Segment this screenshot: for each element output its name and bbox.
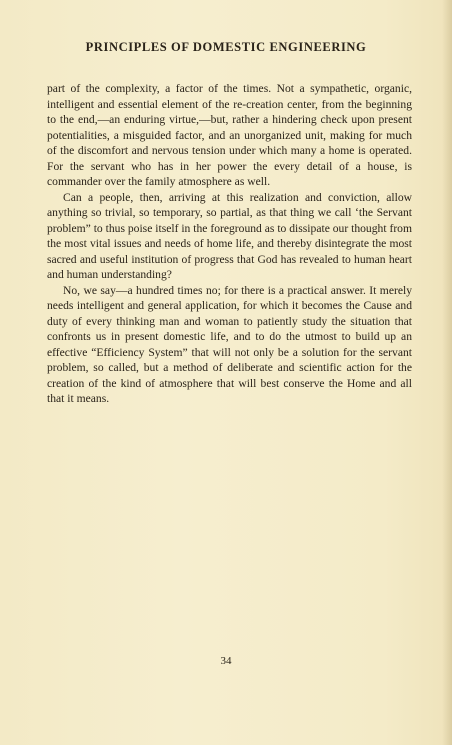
page-edge-shadow [442,0,452,745]
paragraph-3: No, we say—a hundred times no; for there is a practical answer. It merely needs intelligent and general application, for which it becomes the Cause and duty of every thinking man and woman to patiently study the situation that confronts us in present domestic life, and to do the utmost to build up an effective “Efficiency System” that will not only be a solution for the servant problem, so called, but a method of deliberate and scientific action for the creation of the kind of atmosphere that will best conserve the Home and all that it means. [47,283,412,405]
body-text [47,81,412,407]
page-number: 34 [220,655,232,667]
paragraph-1: part of the complexity, a factor of the times. Not a sympathetic, organic, intelligent and essential element of the re-creation center, from the beginning to the end,—an enduring virtue,—but, rather a hindering check upon present potentialities, a misguided factor, and an unorganized unit, making for much of the discomfort and nervous tension under which many a home is operated. For the servant who has in her power the every detail of a house, is commander over the family atmosphere as well. [47,82,412,188]
paragraph-2: Can a people, then, arriving at this realization and conviction, allow anything so trivial, so temporary, so partial, as that thing we call ‘the Servant problem” to thus poise itself in the foreground as to dissipate our thought from the most vital issues and needs of home life, and thereby disintegrate the most sacred and useful institution of progress that God has revealed to human heart and human understanding? [47,190,412,281]
running-title: PRINCIPLES OF DOMESTIC ENGINEERING [85,40,367,54]
